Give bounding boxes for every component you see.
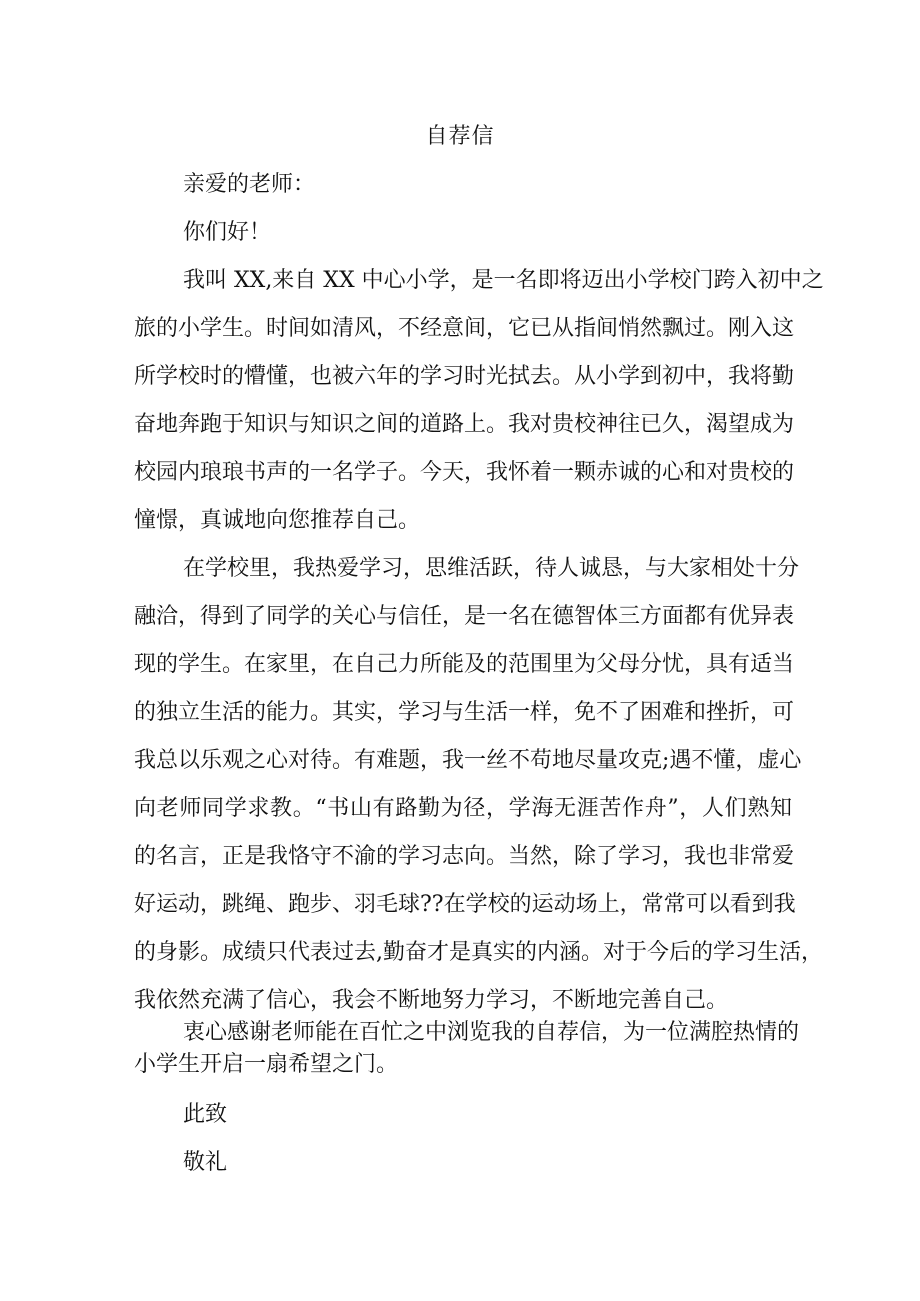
paragraph-line: 小学生开启一扇希望之门。: [134, 1052, 399, 1077]
paragraph-line: 我叫 XX,来自 XX 中心小学，是一名即将迈出小学校门跨入初中之: [183, 268, 824, 293]
paragraph-line: 的独立生活的能力。其实，学习与生活一样，免不了困难和挫折，可: [134, 700, 795, 725]
document-title: 自荐信: [425, 124, 495, 149]
closing-line: 敬礼: [183, 1150, 228, 1175]
greeting: 你们好！: [183, 220, 272, 245]
paragraph-line: 我依然充满了信心，我会不断地努力学习，不断地完善自己。: [134, 988, 729, 1013]
paragraph-line: 旅的小学生。时间如清风，不经意间，它已从指间悄然飘过。刚入这: [134, 316, 795, 341]
paragraph-line: 憧憬，真诚地向您推荐自己。: [134, 508, 421, 533]
paragraph-line: 的名言，正是我恪守不渝的学习志向。当然，除了学习，我也非常爱: [134, 844, 795, 869]
paragraph-line: 的身影。成绩只代表过去,勤奋才是真实的内涵。对于今后的学习生活，: [134, 940, 823, 965]
paragraph-line: 好运动，跳绳、跑步、羽毛球??在学校的运动场上，常常可以看到我: [134, 892, 796, 917]
paragraph-line: 融洽，得到了同学的关心与信任，是一名在德智体三方面都有优异表: [134, 604, 795, 629]
paragraph-line: 现的学生。在家里，在自己力所能及的范围里为父母分忧，具有适当: [134, 652, 795, 677]
paragraph-line: 向老师同学求教。“书山有路勤为径，学海无涯苦作舟”，人们熟知: [134, 796, 792, 821]
salutation: 亲爱的老师：: [183, 172, 316, 197]
paragraph-line: 奋地奔跑于知识与知识之间的道路上。我对贵校神往已久，渴望成为: [134, 412, 795, 437]
paragraph-line: 我总以乐观之心对待。有难题，我一丝不苟地尽量攻克;遇不懂，虚心: [134, 748, 802, 773]
closing-line: 此致: [183, 1102, 228, 1127]
paragraph-line: 衷心感谢老师能在百忙之中浏览我的自荐信，为一位满腔热情的: [183, 1020, 800, 1045]
paragraph-line: 校园内琅琅书声的一名学子。今天，我怀着一颗赤诚的心和对贵校的: [134, 460, 795, 485]
paragraph-line: 在学校里，我热爱学习，思维活跃，待人诚恳，与大家相处十分: [183, 556, 800, 581]
paragraph-line: 所学校时的懵懂，也被六年的学习时光拭去。从小学到初中，我将勤: [134, 364, 795, 389]
